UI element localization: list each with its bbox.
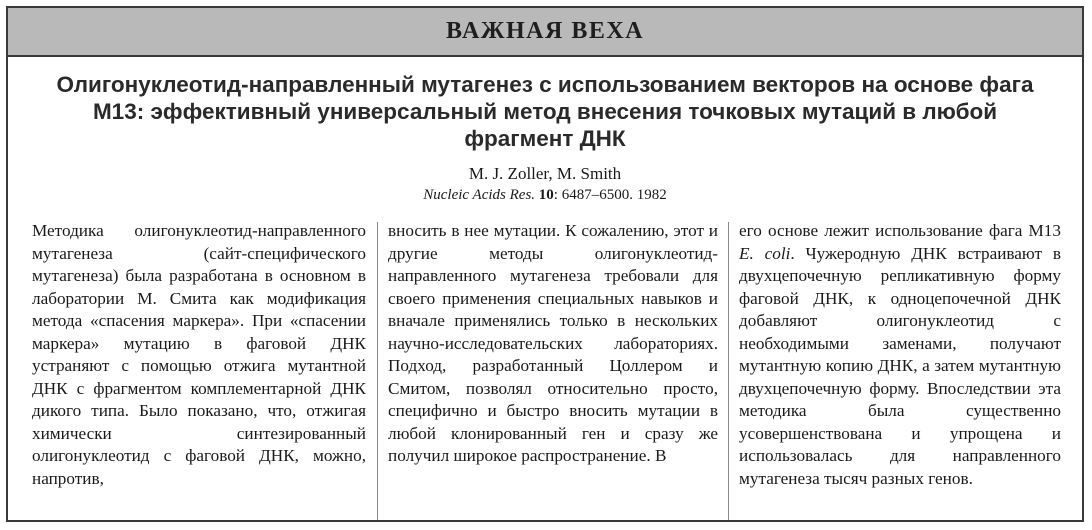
section-header-label: ВАЖНАЯ ВЕХА (445, 18, 645, 44)
column-divider-2 (728, 222, 729, 520)
article-authors: M. J. Zoller, M. Smith (468, 164, 622, 183)
column-3-text-before: его основе лежит использование фага М13 (739, 221, 1061, 240)
citation-year: 1982 (636, 187, 667, 203)
body-column-1: Методика олигонуклеотид-направленного мутагенеза (сайт-специфического мутагенеза) была разработана в основном в лаборатории М. Смита как модификация метода «спасения маркера». При «спасении маркера» мутацию в фаговой ДНК устраняют с помощью отжига мутантной ДНК с фрагментом комплементарной ДНК дикого типа. Было показано, что, отжигая химически синтезированный олигонуклеотид с фаговой ДНК, можно, напротив, (32, 221, 366, 488)
column-3-text-after: . Чужеродную ДНК встраивают в двухцепочечную репликативную форму фаговой ДНК, к одноцепочечной ДНК добавляют олигонуклеотид с необходимыми заменами, получают мутантную копию ДНК, а затем мутантную двухцепочечную форму. Впоследствии эта методика была существенно усовершенствована и упрощена и использовалась для направленного мутагенеза тысяч разных генов. (739, 243, 1061, 488)
article-citation (8, 186, 1082, 205)
article-title: Олигонуклеотид-направленный мутагенез с использованием векторов на основе фага М13: эффективный универсальный метод внесения точковых мутаций в любой фрагмент ДНК (56, 72, 1034, 151)
citation-volume: 10 (538, 187, 554, 203)
body-columns (8, 220, 1082, 520)
article-box (6, 6, 1084, 522)
section-header (8, 8, 1082, 57)
organism-name: E. coli (739, 243, 791, 263)
body-column-3 (739, 220, 1061, 520)
citation-journal: Nucleic Acids Res. (423, 187, 536, 203)
citation-pages: : 6487–6500. (553, 187, 633, 203)
column-divider-1 (377, 222, 378, 520)
body-column-2: вносить в нее мутации. К сожалению, этот и другие методы олигонуклеотид-направленного мутагенеза требовали для своего применения специальных навыков и вначале применялись только в нескольких научно-исследовательских лабораториях. Подход, разработанный Цоллером и Смитом, позволял относительно просто, специфично и быстро вносить мутации в любой клонированный ген и сразу же получил широкое распространение. В (388, 221, 718, 465)
